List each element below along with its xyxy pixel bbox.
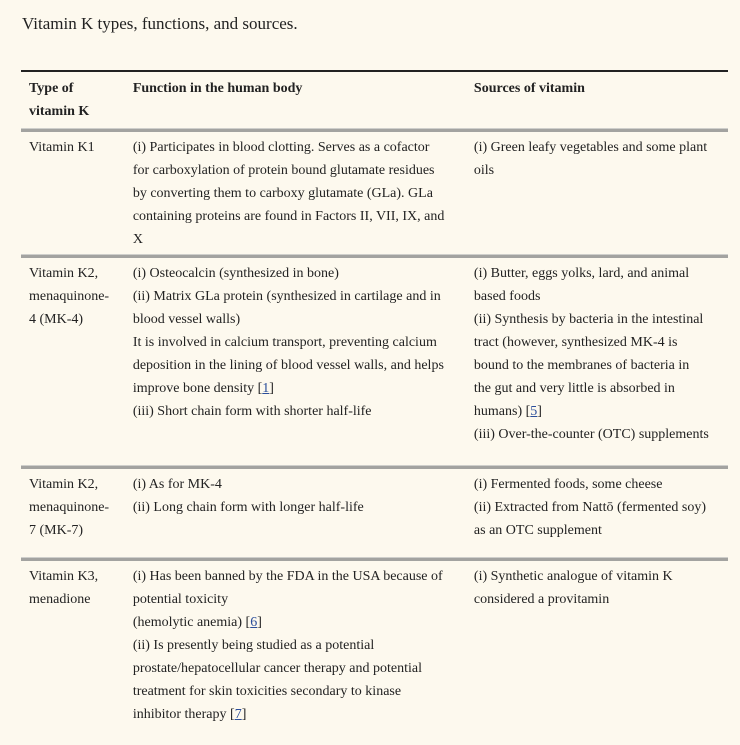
cell-function (133, 565, 474, 745)
line-text: tract (however, synthesized MK-4 is (473, 335, 678, 350)
line-text: (hemolytic anemia) (132, 615, 246, 630)
function-line (133, 136, 474, 159)
reference-link[interactable]: 7 (234, 707, 242, 722)
sources-line (474, 496, 728, 519)
function-line (133, 680, 474, 703)
type-line: 4 (MK-4) (29, 312, 84, 327)
type-line: Vitamin K2, (29, 266, 99, 281)
cell-function (133, 473, 474, 557)
line-text: (i) Osteocalcin (synthesized in bone) (132, 266, 339, 281)
table-caption: Vitamin K types, functions, and sources. (22, 14, 298, 33)
reference-link[interactable]: 6 (250, 615, 258, 630)
line-text: the gut and very little is absorbed in (473, 381, 675, 396)
function-line (133, 228, 474, 251)
line-text: (ii) Long chain form with longer half-life (132, 500, 364, 515)
sources-line (474, 588, 728, 611)
line-text: (i) Participates in blood clotting. Serves as a cofactor (132, 140, 430, 155)
cell-sources (474, 565, 728, 745)
sources-line (474, 519, 728, 542)
sources-line (474, 285, 728, 308)
line-text: (ii) Extracted from Nattō (fermented soy) (473, 500, 706, 515)
sources-line: humans) [5] (473, 404, 542, 419)
cell-type (21, 473, 133, 557)
line-text: It is involved in calcium transport, preventing calcium (132, 335, 437, 350)
line-text: blood vessel walls) (132, 312, 241, 327)
function-line (133, 634, 474, 657)
line-text: (i) Butter, eggs yolks, lard, and animal (473, 266, 690, 281)
reference-link[interactable]: 5 (530, 404, 538, 419)
function-line (133, 331, 474, 354)
line-text: inhibitor therapy (132, 707, 231, 722)
function-line (133, 182, 474, 205)
vitamin-k-table (21, 70, 728, 745)
function-line: inhibitor therapy [7] (132, 707, 247, 722)
cell-function (133, 262, 474, 465)
table-row (21, 561, 728, 745)
type-line: menaquinone- (29, 500, 110, 515)
line-text: (i) Has been banned by the FDA in the USA because of (132, 569, 443, 584)
type-line: 7 (MK-7) (29, 523, 84, 538)
cell-sources (474, 473, 728, 557)
line-text: as an OTC supplement (473, 523, 602, 538)
function-line (133, 262, 474, 285)
line-text: based foods (473, 289, 541, 304)
sources-line (474, 331, 728, 354)
sources-line (474, 423, 728, 446)
line-text: potential toxicity (132, 592, 229, 607)
reference-link[interactable]: 1 (262, 381, 270, 396)
function-line (133, 473, 474, 496)
line-text: considered a provitamin (473, 592, 610, 607)
sources-line (474, 354, 728, 377)
function-line (133, 205, 474, 228)
sources-line (474, 136, 728, 159)
table-row (21, 258, 728, 465)
function-line: improve bone density [1] (132, 381, 274, 396)
function-line (133, 285, 474, 308)
line-text: (i) As for MK-4 (132, 477, 222, 492)
function-line: (hemolytic anemia) [6] (132, 615, 262, 630)
header-type: Type of vitamin K (29, 81, 90, 119)
line-text: (ii) Matrix GLa protein (synthesized in cartilage and in (132, 289, 441, 304)
line-text: (ii) Is presently being studied as a potential (132, 638, 375, 653)
line-text: (ii) Synthesis by bacteria in the intestinal (473, 312, 704, 327)
sources-line (474, 159, 728, 182)
function-line (133, 588, 474, 611)
type-line: Vitamin K2, (29, 477, 99, 492)
line-text: improve bone density (132, 381, 258, 396)
line-text: by converting them to carboxy glutamate (GLa). GLa (132, 186, 433, 201)
cell-type (21, 262, 133, 465)
function-line (133, 657, 474, 680)
line-text: treatment for skin toxicities secondary to kinase (132, 684, 402, 699)
line-text: X (132, 232, 143, 247)
header-function: Function in the human body (132, 81, 303, 96)
type-line: menaquinone- (29, 289, 110, 304)
cell-type (21, 136, 133, 254)
sources-line (474, 262, 728, 285)
line-text: (iii) Short chain form with shorter half-life (132, 404, 372, 419)
line-text: (i) Fermented foods, some cheese (473, 477, 663, 492)
cell-function (133, 136, 474, 254)
sources-line (474, 565, 728, 588)
function-line (133, 496, 474, 519)
line-text: humans) (473, 404, 526, 419)
function-line (133, 565, 474, 588)
sources-line (474, 473, 728, 496)
function-line (133, 354, 474, 377)
line-text: containing proteins are found in Factors II, VII, IX, and (132, 209, 445, 224)
sources-line (474, 377, 728, 400)
type-line: Vitamin K1 (29, 140, 95, 155)
function-line (133, 308, 474, 331)
line-text: (i) Green leafy vegetables and some plant (473, 140, 708, 155)
table-row (21, 469, 728, 557)
function-line (133, 400, 474, 423)
function-line (133, 159, 474, 182)
line-text: prostate/hepatocellular cancer therapy and potential (132, 661, 423, 676)
line-text: oils (473, 163, 495, 178)
line-text: deposition in the lining of blood vessel walls, and helps (132, 358, 444, 373)
table-row (21, 132, 728, 254)
sources-line (474, 308, 728, 331)
header-sources: Sources of vitamin (473, 81, 585, 96)
line-text: for carboxylation of protein bound glutamate residues (132, 163, 435, 178)
line-text: (iii) Over-the-counter (OTC) supplements (473, 427, 709, 442)
cell-type (21, 565, 133, 745)
line-text: (i) Synthetic analogue of vitamin K (473, 569, 673, 584)
type-line: Vitamin K3, (29, 569, 99, 584)
type-line: menadione (29, 592, 91, 607)
cell-sources (474, 136, 728, 254)
table-header-row (21, 72, 728, 128)
cell-sources (474, 262, 728, 465)
line-text: bound to the membranes of bacteria in (473, 358, 690, 373)
